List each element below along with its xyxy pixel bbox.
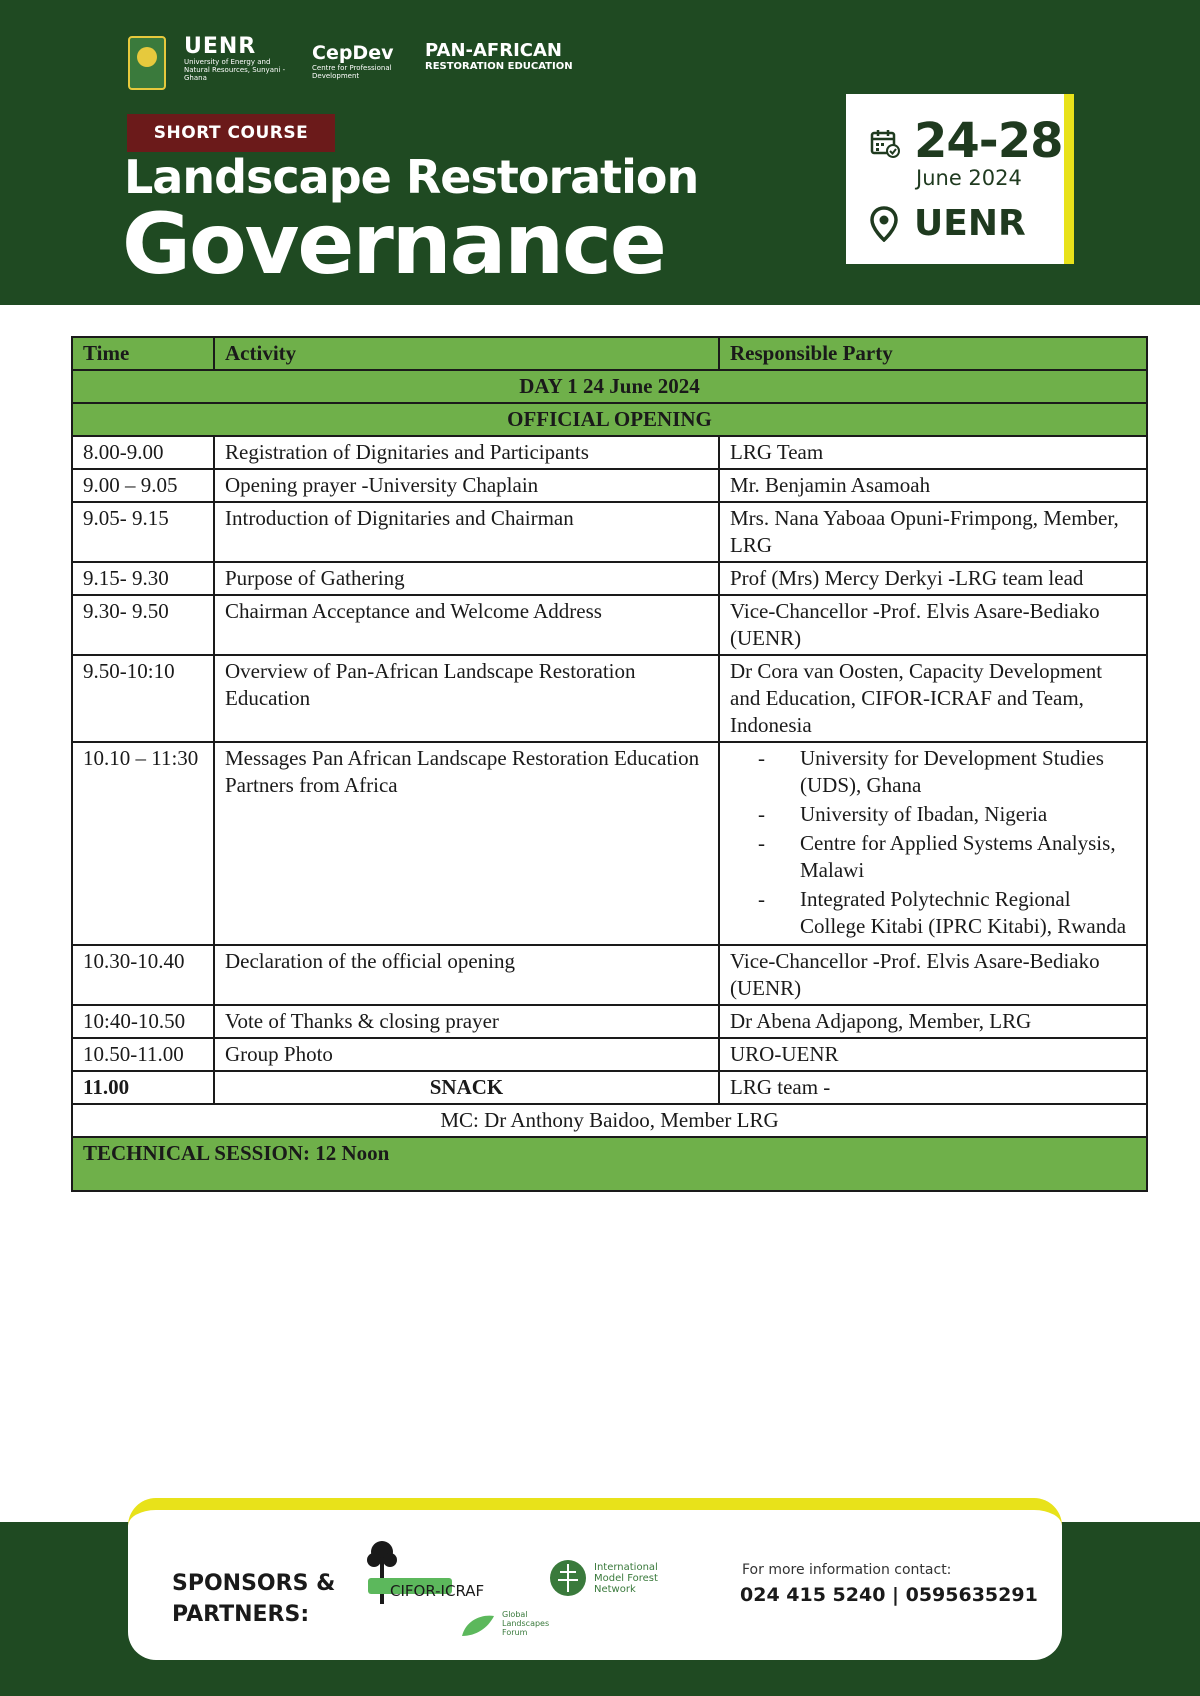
technical-session-label: TECHNICAL SESSION: 12 Noon <box>72 1137 1147 1191</box>
course-title-line1: Landscape Restoration <box>124 150 699 204</box>
row-activity: SNACK <box>214 1071 719 1104</box>
row-party-list <box>719 742 1147 945</box>
mc-row <box>72 1104 1147 1137</box>
mc-label: MC: Dr Anthony Baidoo, Member LRG <box>72 1104 1147 1137</box>
sponsors-label: SPONSORS & PARTNERS: <box>172 1571 336 1627</box>
sponsors-card <box>128 1498 1062 1660</box>
row-time: 9.50-10:10 <box>72 655 214 742</box>
table-row <box>72 469 1147 502</box>
list-item: - Centre for Applied Systems Analysis, Malawi <box>758 830 1136 884</box>
row-activity: Opening prayer -University Chaplain <box>214 469 719 502</box>
row-time: 8.00-9.00 <box>72 436 214 469</box>
calendar-icon <box>870 128 900 158</box>
row-time: 9.05- 9.15 <box>72 502 214 562</box>
table-row <box>72 436 1147 469</box>
date-month: June 2024 <box>916 166 1022 190</box>
table-row <box>72 1038 1147 1071</box>
day-label: DAY 1 24 June 2024 <box>72 370 1147 403</box>
row-party: LRG team - <box>719 1071 1147 1104</box>
row-party: Dr Cora van Oosten, Capacity Development and Education, CIFOR-ICRAF and Team, Indonesia <box>719 655 1147 742</box>
schedule-table <box>71 336 1148 1192</box>
section-row <box>72 403 1147 436</box>
cifor-icraf-logo: CIFOR-ICRAF <box>390 1582 485 1600</box>
course-title-line2: Governance <box>122 195 665 293</box>
partner-list <box>730 745 1136 940</box>
section-label: OFFICIAL OPENING <box>72 403 1147 436</box>
snack-row <box>72 1071 1147 1104</box>
row-activity: Registration of Dignitaries and Participants <box>214 436 719 469</box>
row-party: LRG Team <box>719 436 1147 469</box>
short-course-badge: SHORT COURSE <box>127 114 335 152</box>
table-row-messages <box>72 742 1147 945</box>
row-time: 11.00 <box>72 1071 214 1104</box>
row-party: Prof (Mrs) Mercy Derkyi -LRG team lead <box>719 562 1147 595</box>
row-party: Mr. Benjamin Asamoah <box>719 469 1147 502</box>
table-row <box>72 1005 1147 1038</box>
table-header-row <box>72 337 1147 370</box>
location-pin-icon <box>870 206 898 242</box>
column-header-time: Time <box>72 337 214 370</box>
contact-phone: 024 415 5240 | 0595635291 <box>740 1584 1038 1606</box>
row-time: 10.50-11.00 <box>72 1038 214 1071</box>
row-party: URO-UENR <box>719 1038 1147 1071</box>
column-header-activity: Activity <box>214 337 719 370</box>
row-activity: Messages Pan African Landscape Restoration Education Partners from Africa <box>214 742 719 945</box>
table-row <box>72 502 1147 562</box>
imfn-globe-icon <box>548 1558 588 1598</box>
list-item: - University for Development Studies (UDS), Ghana <box>758 745 1136 799</box>
venue-label: UENR <box>914 203 1026 244</box>
day-row <box>72 370 1147 403</box>
row-time: 10:40-10.50 <box>72 1005 214 1038</box>
cepdev-logo: CepDev Centre for Professional Development <box>312 42 394 80</box>
row-activity: Vote of Thanks & closing prayer <box>214 1005 719 1038</box>
row-time: 9.00 – 9.05 <box>72 469 214 502</box>
table-row <box>72 595 1147 655</box>
uenr-crest-icon <box>128 36 166 90</box>
partner-logos <box>128 36 573 86</box>
date-range: 24-28 <box>914 113 1063 169</box>
table-row <box>72 562 1147 595</box>
imfn-logo: International Model Forest Network <box>594 1562 658 1595</box>
row-time: 9.15- 9.30 <box>72 562 214 595</box>
date-venue-box <box>846 94 1074 264</box>
row-activity: Introduction of Dignitaries and Chairman <box>214 502 719 562</box>
contact-label: For more information contact: <box>742 1562 952 1578</box>
glf-logo: Global Landscapes Forum <box>502 1610 550 1637</box>
glf-leaf-icon <box>458 1610 498 1640</box>
row-party: Dr Abena Adjapong, Member, LRG <box>719 1005 1147 1038</box>
header-banner <box>0 0 1200 305</box>
table-row <box>72 655 1147 742</box>
row-time: 9.30- 9.50 <box>72 595 214 655</box>
pan-african-logo: PAN-AFRICAN RESTORATION EDUCATION <box>425 40 573 72</box>
column-header-party: Responsible Party <box>719 337 1147 370</box>
row-activity: Chairman Acceptance and Welcome Address <box>214 595 719 655</box>
row-activity: Overview of Pan-African Landscape Restoration Education <box>214 655 719 742</box>
list-item: - Integrated Polytechnic Regional College Kitabi (IPRC Kitabi), Rwanda <box>758 886 1136 940</box>
row-time: 10.10 – 11:30 <box>72 742 214 945</box>
technical-session-row <box>72 1137 1147 1191</box>
row-activity: Group Photo <box>214 1038 719 1071</box>
row-activity: Declaration of the official opening <box>214 945 719 1005</box>
row-activity: Purpose of Gathering <box>214 562 719 595</box>
row-time: 10.30-10.40 <box>72 945 214 1005</box>
uenr-logo: UENR University of Energy and Natural Resources, Sunyani - Ghana <box>184 34 286 82</box>
row-party: Vice-Chancellor -Prof. Elvis Asare-Bediako (UENR) <box>719 945 1147 1005</box>
table-row <box>72 945 1147 1005</box>
row-party: Vice-Chancellor -Prof. Elvis Asare-Bediako (UENR) <box>719 595 1147 655</box>
list-item: - University of Ibadan, Nigeria <box>758 801 1136 828</box>
row-party: Mrs. Nana Yaboaa Opuni-Frimpong, Member, LRG <box>719 502 1147 562</box>
